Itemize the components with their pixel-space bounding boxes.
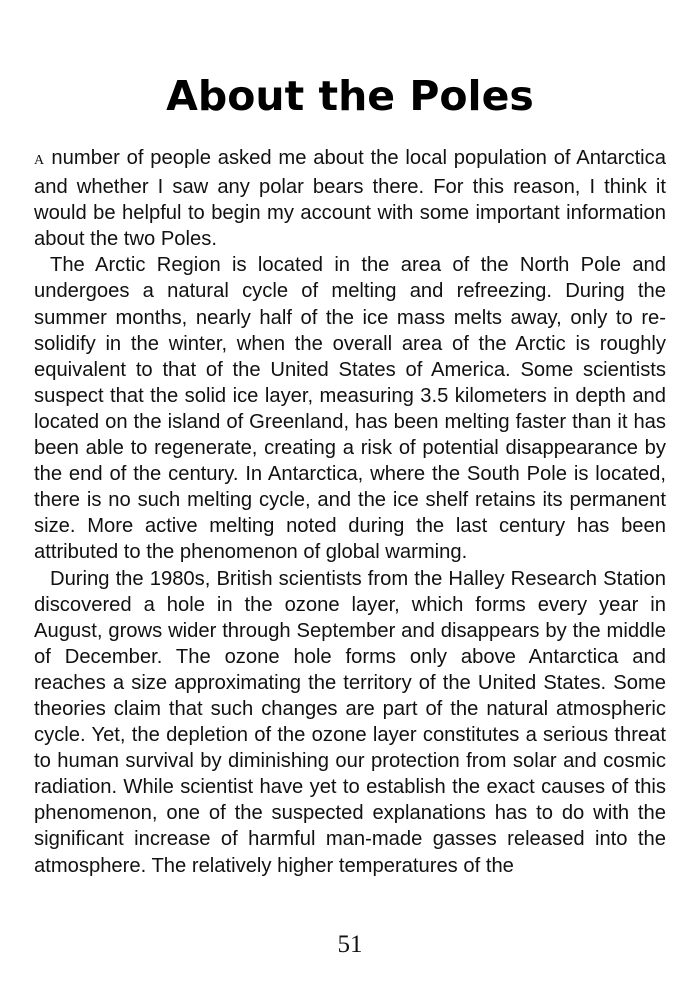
chapter-title: About the Poles [166,72,534,120]
paragraph-1-text: number of people asked me about the local population of Antarctica and whether I saw any polar bears there. For this reason, I think it would be helpful to begin my account with some important information about the two Poles. [34,147,666,251]
paragraph-1 [34,145,666,252]
paragraph-3: During the 1980s, British scientists from the Halley Research Station discovered a hole in the ozone layer, which forms every year in August, grows wider through September and disappears by the middle of December. The ozone hole forms only above Antarctica and reaches a size approximating the territory of the United States. Some theories claim that such changes are part of the natural atmospheric cycle. Yet, the depletion of the ozone layer constitutes a serious threat to human survival by diminishing our protection from solar and cosmic radiation. While scientist have yet to establish the exact causes of this phenomenon, one of the suspected explanations has to do with the significant increase of harmful man-made gasses released into the atmosphere. The relatively higher temperatures of the [34,567,666,877]
chapter-body [34,145,666,879]
drop-cap-letter: A [34,153,45,168]
paragraph-2: The Arctic Region is located in the area of the North Pole and undergoes a natural cycle of melting and refreezing. During the summer months, nearly half of the ice mass melts away, only to re-solidify in the winter, when the overall area of the Arctic is roughly equivalent to that of the United States of America. Some scientists suspect that the solid ice layer, measuring 3.5 kilometers in depth and located on the island of Greenland, has been melting faster than it has been able to regenerate, creating a risk of potential disappearance by the end of the century. In Antarctica, where the South Pole is located, there is no such melting cycle, and the ice shelf retains its permanent size. More active melting noted during the last century has been attributed to the phenomenon of global warming. [34,254,666,564]
page-number: 51 [337,931,363,958]
